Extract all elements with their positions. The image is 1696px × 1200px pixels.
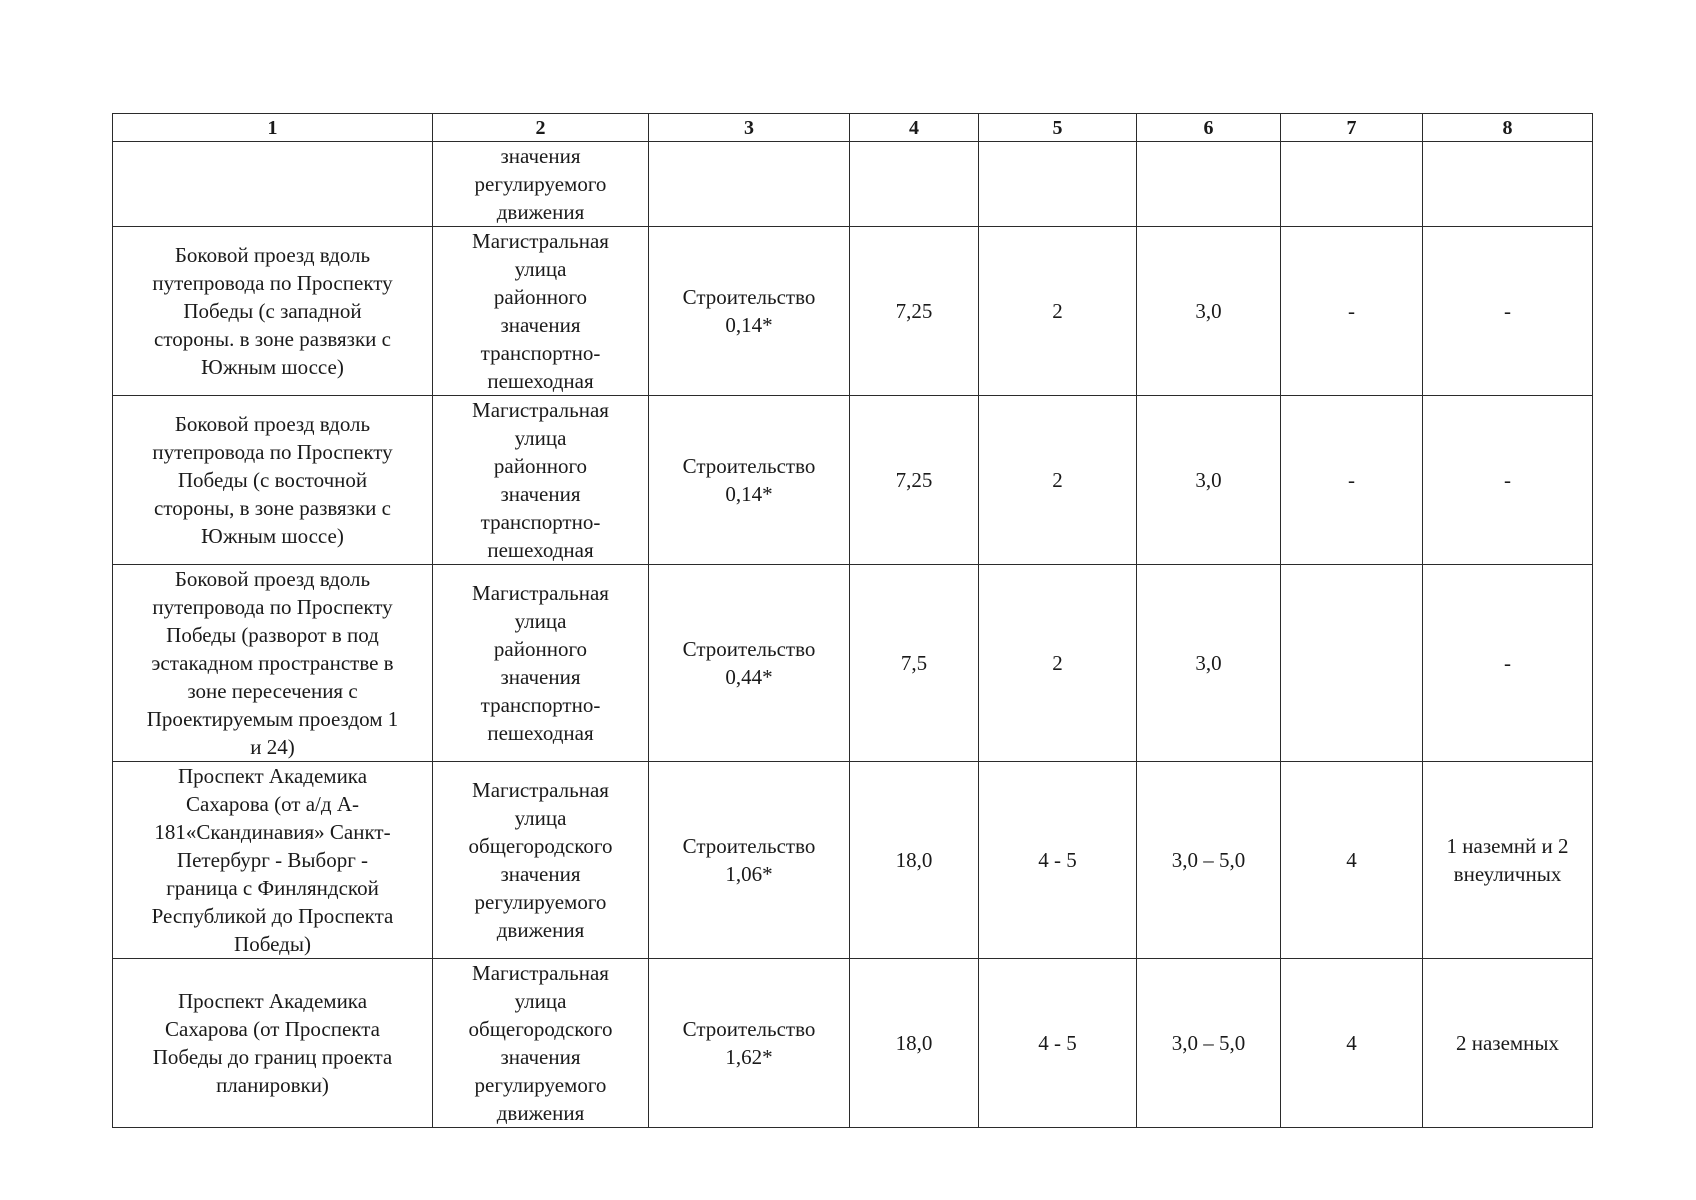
col8-cell (1423, 142, 1593, 227)
col4-value: 18,0 (895, 1031, 933, 1055)
table-row (113, 142, 1593, 227)
column-header (850, 114, 979, 142)
col5-cell (979, 959, 1137, 1128)
column-header-label: 2 (535, 116, 546, 139)
col8-value: - (1504, 651, 1511, 675)
table-row (113, 396, 1593, 565)
col4-cell (850, 762, 979, 959)
col8-value: - (1504, 299, 1511, 323)
col6-value: 3,0 (1195, 651, 1222, 675)
col7-cell (1281, 762, 1423, 959)
col4-cell (850, 959, 979, 1128)
col5-cell (979, 762, 1137, 959)
col8-value: 1 наземнй и 2 внеуличных (1446, 834, 1569, 886)
table-row (113, 227, 1593, 396)
col4-value: 18,0 (895, 848, 933, 872)
table-header-row (113, 114, 1593, 142)
activity-cell (649, 565, 850, 762)
col6-cell (1137, 396, 1281, 565)
column-header (979, 114, 1137, 142)
col6-value: 3,0 (1195, 299, 1222, 323)
column-header-label: 1 (267, 116, 278, 139)
col4-cell (850, 142, 979, 227)
road-category-cell (433, 959, 649, 1128)
road-name-cell (113, 565, 433, 762)
col6-cell (1137, 142, 1281, 227)
column-header-label: 6 (1203, 116, 1214, 139)
col5-cell (979, 142, 1137, 227)
col4-cell (850, 227, 979, 396)
col6-cell (1137, 227, 1281, 396)
col8-cell (1423, 227, 1593, 396)
col7-cell (1281, 142, 1423, 227)
road-name-cell (113, 959, 433, 1128)
activity: Строительство 0,44* (682, 637, 816, 689)
table-row (113, 959, 1593, 1128)
col8-value: 2 наземных (1455, 1031, 1560, 1055)
col7-value: 4 (1346, 1031, 1357, 1055)
road-name: Боковой проезд вдоль путепровода по Проспекту Победы (с западной стороны. в зоне развязки с Южным шоссе) (152, 243, 393, 379)
column-header-label: 3 (744, 116, 754, 139)
activity: Строительство 0,14* (682, 454, 816, 506)
road-category: значения регулируемого движения (474, 144, 607, 224)
road-name: Проспект Академика Сахарова (от Проспекта Победы до границ проекта планировки) (152, 989, 393, 1097)
col5-value: 4 - 5 (1038, 848, 1077, 872)
col4-value: 7,25 (895, 468, 933, 492)
road-name: Боковой проезд вдоль путепровода по Проспекту Победы (разворот в под эстакадном пространстве в зоне пересечения с Проектируемым проездом 1 и 24) (146, 567, 399, 759)
col5-value: 2 (1052, 299, 1063, 323)
column-header-label: 4 (909, 116, 919, 139)
col5-value: 2 (1052, 468, 1063, 492)
col5-cell (979, 396, 1137, 565)
col7-cell (1281, 227, 1423, 396)
col6-cell (1137, 959, 1281, 1128)
roads-table (112, 113, 1593, 1128)
column-header-label: 7 (1346, 116, 1357, 139)
col4-value: 7,25 (895, 299, 933, 323)
activity: Строительство 1,06* (682, 834, 816, 886)
col7-cell (1281, 959, 1423, 1128)
col4-value: 7,5 (900, 651, 928, 675)
column-header (433, 114, 649, 142)
road-category: Магистральная улица районного значения транспортно- пешеходная (472, 581, 609, 745)
road-name-cell (113, 142, 433, 227)
col8-cell (1423, 396, 1593, 565)
road-name-cell (113, 762, 433, 959)
col6-cell (1137, 565, 1281, 762)
col4-cell (850, 396, 979, 565)
column-header (1423, 114, 1593, 142)
activity: Строительство 0,14* (682, 285, 816, 337)
table-row (113, 565, 1593, 762)
road-category-cell (433, 396, 649, 565)
activity-cell (649, 396, 850, 565)
road-category: Магистральная улица районного значения транспортно- пешеходная (472, 398, 609, 562)
table-row (113, 762, 1593, 959)
col5-cell (979, 227, 1137, 396)
col5-value: 2 (1052, 651, 1063, 675)
road-name: Проспект Академика Сахарова (от а/д А- 181«Скандинавия» Санкт- Петербург - Выборг - граница с Финляндской Республикой до Проспекта Победы) (151, 764, 394, 956)
road-category-cell (433, 762, 649, 959)
column-header (1281, 114, 1423, 142)
activity-cell (649, 959, 850, 1128)
road-category: Магистральная улица общегородского значения регулируемого движения (468, 778, 613, 942)
col6-value: 3,0 – 5,0 (1171, 848, 1246, 872)
col6-value: 3,0 – 5,0 (1171, 1031, 1246, 1055)
road-category: Магистральная улица районного значения транспортно- пешеходная (472, 229, 609, 393)
activity-cell (649, 142, 850, 227)
col8-value: - (1504, 468, 1511, 492)
road-name: Боковой проезд вдоль путепровода по Проспекту Победы (с восточной стороны, в зоне развязки с Южным шоссе) (152, 412, 393, 548)
activity: Строительство 1,62* (682, 1017, 816, 1069)
activity-cell (649, 227, 850, 396)
col4-cell (850, 565, 979, 762)
activity-cell (649, 762, 850, 959)
col5-value: 4 - 5 (1038, 1031, 1077, 1055)
col7-value: - (1348, 299, 1355, 323)
col6-cell (1137, 762, 1281, 959)
col7-value: 4 (1346, 848, 1357, 872)
road-category-cell (433, 142, 649, 227)
col7-cell (1281, 565, 1423, 762)
road-name-cell (113, 227, 433, 396)
col7-value: - (1348, 468, 1355, 492)
col6-value: 3,0 (1195, 468, 1222, 492)
col8-cell (1423, 959, 1593, 1128)
col5-cell (979, 565, 1137, 762)
col8-cell (1423, 565, 1593, 762)
column-header (1137, 114, 1281, 142)
column-header-label: 8 (1502, 116, 1513, 139)
road-category: Магистральная улица общегородского значения регулируемого движения (468, 961, 613, 1125)
road-category-cell (433, 565, 649, 762)
col8-cell (1423, 762, 1593, 959)
column-header (113, 114, 433, 142)
column-header (649, 114, 850, 142)
column-header-label: 5 (1052, 116, 1063, 139)
road-category-cell (433, 227, 649, 396)
col7-cell (1281, 396, 1423, 565)
road-name-cell (113, 396, 433, 565)
